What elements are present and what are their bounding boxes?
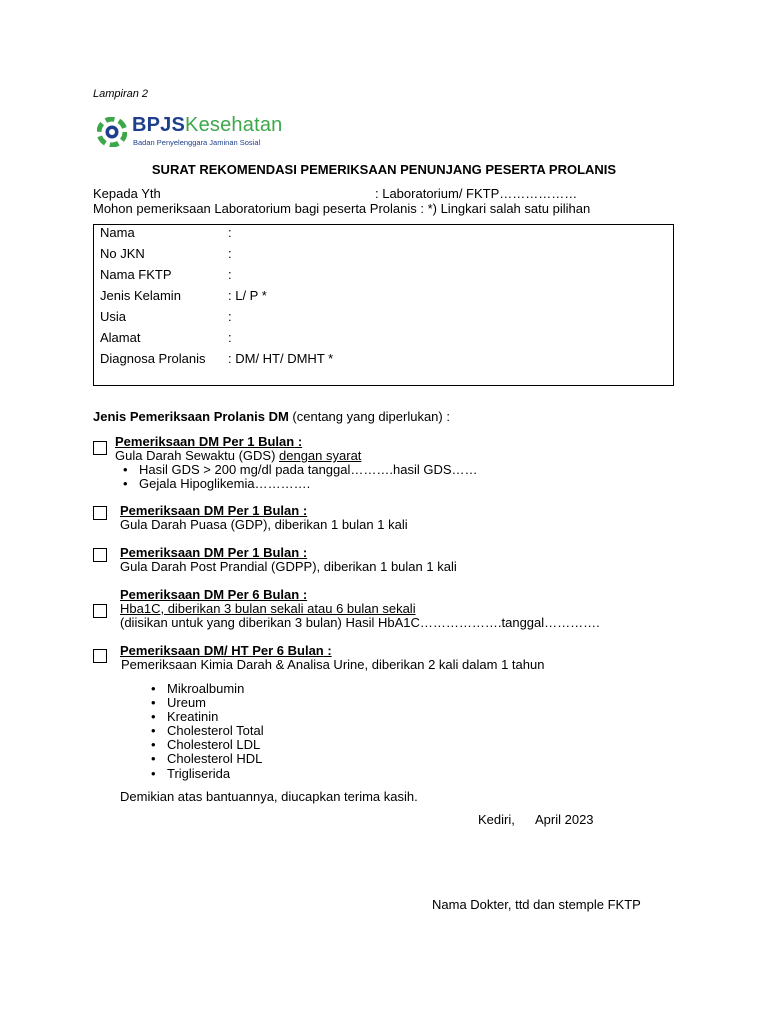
checkbox-hba1c[interactable] [93,604,107,618]
field-label-nama-fktp: Nama FKTP [100,267,172,282]
field-value-nama-fktp: : [228,267,232,282]
field-label-diagnosa: Diagnosa Prolanis [100,351,206,366]
lab-test-item: • Kreatinin [167,709,218,724]
bpjs-logo-icon [97,117,127,147]
logo-subtitle: Badan Penyelenggara Jaminan Sosial [133,138,261,147]
field-label-no-jkn: No JKN [100,246,145,261]
attachment-label: Lampiran 2 [93,88,149,100]
checkbox-kimia-darah[interactable] [93,649,107,663]
gds-condition-1: • Hasil GDS > 200 mg/dl pada tanggal……….hasil GDS…… [139,462,478,477]
addressee-label: Kepada Yth [93,186,161,201]
exam-desc-kimia-darah: Pemeriksaan Kimia Darah & Analisa Urine, diberikan 2 kali dalam 1 tahun [121,657,545,672]
logo-wordmark: BPJSKesehatan [132,114,283,136]
field-value-no-jkn: : [228,246,232,261]
lab-test-item: • Cholesterol Total [167,723,264,738]
document-title: SURAT REKOMENDASI PEMERIKSAAN PENUNJANG PESERTA PROLANIS [151,162,617,177]
lab-test-item: • Cholesterol HDL [167,751,262,766]
checkbox-gdp[interactable] [93,506,107,520]
field-value-diagnosa: : DM/ HT/ DMHT * [228,351,334,366]
exam-desc-gdpp: Gula Darah Post Prandial (GDPP), diberikan 1 bulan 1 kali [120,559,457,574]
lab-test-item: • Cholesterol LDL [167,737,260,752]
exam-note-hba1c: (diisikan untuk yang diberikan 3 bulan) Hasil HbA1C……………….tanggal…………. [120,615,600,630]
exam-heading-gds: Pemeriksaan DM Per 1 Bulan : [115,434,303,449]
field-value-alamat: : [228,330,232,345]
closing-text: Demikian atas bantuannya, diucapkan terima kasih. [120,789,418,804]
exam-heading-hba1c: Pemeriksaan DM Per 6 Bulan : [120,587,308,602]
lab-test-item: • Ureum [167,695,206,710]
field-label-alamat: Alamat [100,330,141,345]
field-label-nama: Nama [100,225,135,240]
checkbox-gdpp[interactable] [93,548,107,562]
checkbox-gds[interactable] [93,441,107,455]
exam-heading-kimia-darah: Pemeriksaan DM/ HT Per 6 Bulan : [120,643,332,658]
place-text: Kediri, [478,812,515,827]
exam-heading-gdpp: Pemeriksaan DM Per 1 Bulan : [120,545,308,560]
exam-section-heading: Jenis Pemeriksaan Prolanis DM (centang yang diperlukan) : [93,409,450,424]
lab-test-item: • Mikroalbumin [167,681,244,696]
field-label-usia: Usia [100,309,127,324]
exam-desc-hba1c: Hba1C, diberikan 3 bulan sekali atau 6 bulan sekali [120,601,416,616]
lab-test-item: • Trigliserida [167,766,230,781]
gds-condition-2: • Gejala Hipoglikemia…………. [139,476,310,491]
signature-text: Nama Dokter, ttd dan stemple FKTP [432,897,641,912]
field-value-usia: : [228,309,232,324]
field-label-jenis-kelamin: Jenis Kelamin [100,288,181,303]
exam-heading-gdp: Pemeriksaan DM Per 1 Bulan : [120,503,308,518]
date-text: April 2023 [535,812,594,827]
request-line: Mohon pemeriksaan Laboratorium bagi peserta Prolanis : *) Lingkari salah satu pilihan [93,201,591,216]
addressee-value: : Laboratorium/ FKTP……………… [375,186,578,201]
field-value-jenis-kelamin: : L/ P * [228,288,267,303]
exam-desc-gds: Gula Darah Sewaktu (GDS) dengan syarat [115,448,362,463]
field-value-nama: : [228,225,232,240]
exam-desc-gdp: Gula Darah Puasa (GDP), diberikan 1 bulan 1 kali [120,517,408,532]
